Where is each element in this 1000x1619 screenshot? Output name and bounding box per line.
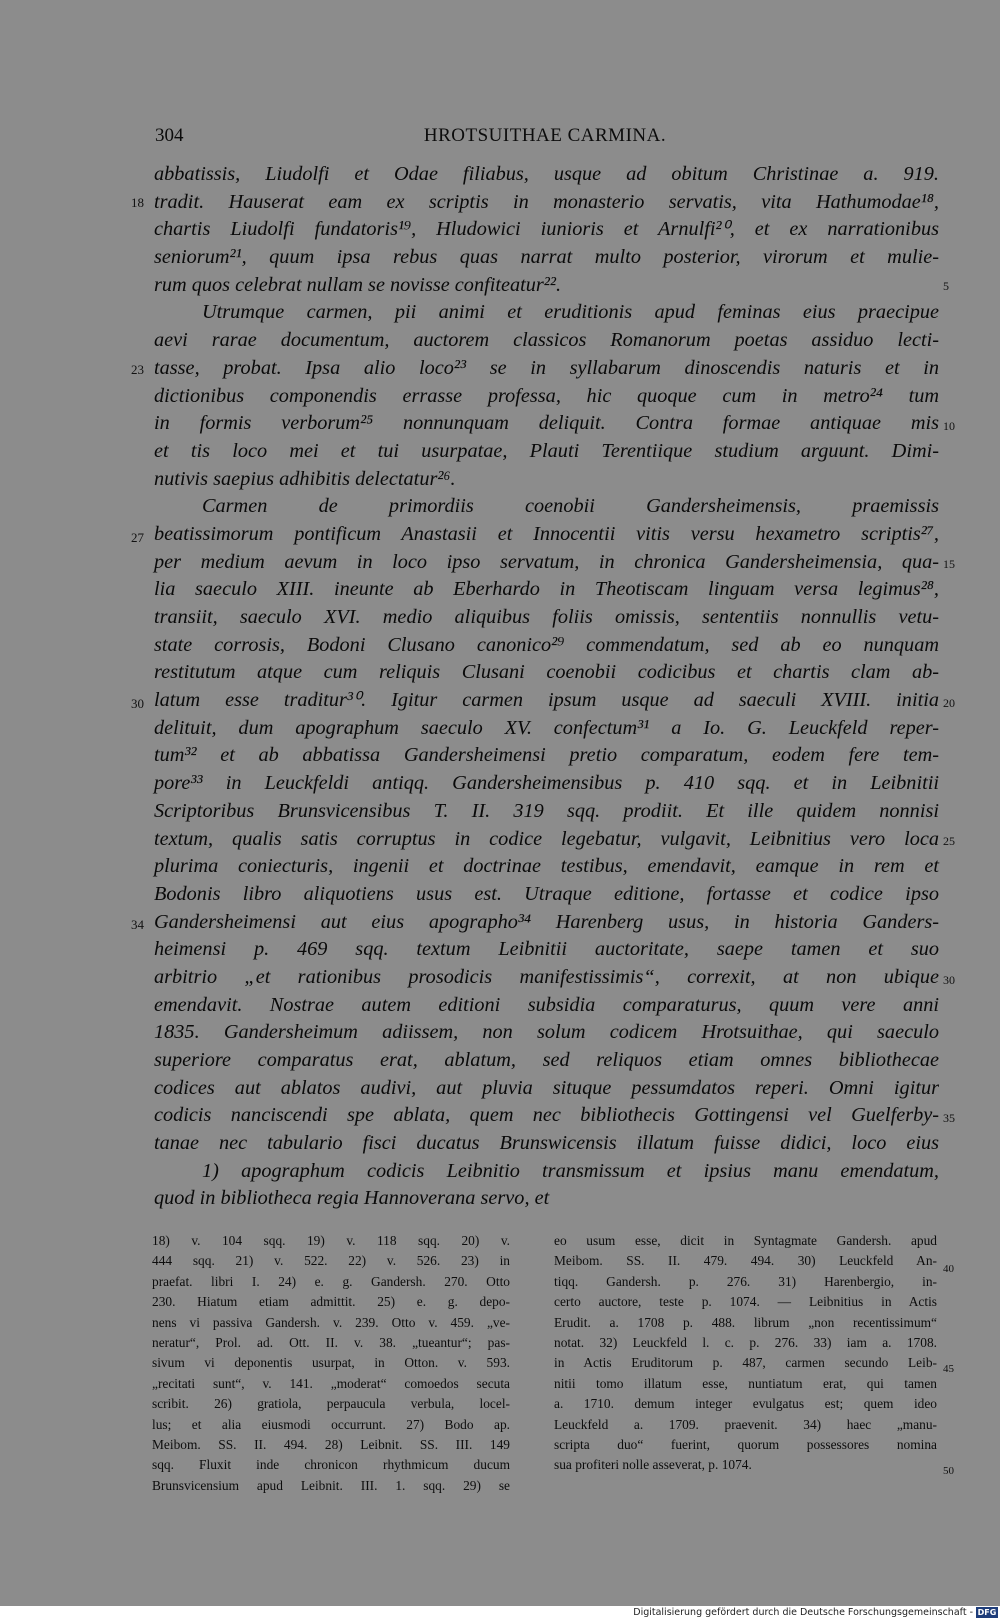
text-line: chartis Liudolfi fundatoris¹⁹, Hludowici iunioris et Arnulfi²⁰, et ex narrationibus [154,218,939,241]
text-line: Scriptoribus Brunsvicensibus T. II. 319 sqq. prodiit. Et ille quidem nonnisi [154,799,939,822]
text-line: plurima coniecturis, ingenii et doctrinae testibus, emendavit, eamque in rem et [154,855,939,878]
text-line: latum esse traditur³⁰. Igitur carmen ipsum usque ad saeculi XVIII. initia [154,689,939,712]
margin-footnote-ref: 23 [131,362,144,377]
text-line: codices aut ablatos audivi, aut pluvia situque pessumdatos reperi. Omni igitur [154,1076,939,1099]
footnote-line: Erudit. a. 1708 p. 488. librum „non recentissimum“ [554,1314,937,1330]
footnotes-left-column [152,1231,510,1496]
text-line: Gandersheimensi aut eius apographo³⁴ Harenberg usus, in historia Ganders- [154,910,939,933]
text-line: seniorum²¹, quum ipsa rebus quas narrat multo posterior, virorum et mulie- [154,246,939,269]
text-line: Carmen de primordiis coenobii Gandersheimensis, praemissis [202,495,939,518]
footnote-line: Brunsvicensium apud Leibnit. III. 1. sqq. 29) se [152,1477,510,1493]
digitization-footer [0,1606,1000,1619]
text-line: pore³³ in Leuckfeldi antiqq. Gandersheimensibus p. 410 sqq. et in Leibnitii [154,772,939,795]
text-line: abbatissis, Liudolfi et Odae filiabus, usque ad obitum Christinae a. 919. [154,163,939,185]
text-line: tanae nec tabulario fisci ducatus Brunswicensis illatum fuisse didici, loco eius [154,1132,939,1155]
footnote-line: 444 sqq. 21) v. 522. 22) v. 526. 23) in [152,1253,510,1269]
footnote-line: sua profiteri nolle asseverat, p. 1074. [554,1457,752,1473]
text-line: aevi rarae documentum, auctorem classicos Romanorum poetas assiduo lecti- [154,329,939,352]
text-line: Bodonis libro aliquotiens usus est. Utraque editione, fortasse et codice ipso [154,882,939,905]
text-line: lia saeculo XIII. ineunte ab Eberhardo in Theotiscam linguam versa legimus²⁸, [154,578,939,601]
text-line: tasse, probat. Ipsa alio loco²³ se in syllabarum dinoscendis naturis et in [154,356,939,379]
footnote-line: 230. Hiatum etiam admittit. 25) e. g. depo- [152,1294,510,1310]
text-line: beatissimorum pontificum Anastasii et Innocentii vitis versu hexametro scriptis²⁷, [154,522,939,545]
footnote-line: 18) v. 104 sqq. 19) v. 118 sqq. 20) v. [152,1233,510,1248]
margin-footnote-ref: 34 [131,917,144,932]
footnote-line: Meibom. SS. II. 494. 28) Leibnit. SS. III. 149 [152,1436,510,1452]
footnote-line: eo usum esse, dicit in Syntagmate Gandersh. apud [554,1233,937,1248]
text-line: codicis nanciscendi spe ablata, quem nec bibliothecis Gottingensi vel Guelferby- [154,1104,939,1127]
footnote-line: nitii tomo illatum esse, nuntiatum erat, qui tamen [554,1375,937,1391]
text-line: quod in bibliotheca regia Hannoverana servo, et [154,1187,550,1210]
footnote-line: notat. 32) Leuckfeld l. c. p. 276. 33) iam a. 1708. [554,1334,937,1350]
footnote-line: tiqq. Gandersh. p. 276. 31) Harenbergio, in- [554,1273,937,1289]
margin-footnote-ref: 27 [131,530,144,545]
footnote-line: scribit. 26) gratiola, perpaucula verbula, locel- [152,1396,510,1412]
notes-line-number: 40 [943,1263,954,1275]
margin-line-number: 15 [943,557,955,571]
text-line: delituit, dum apographum saeculo XV. confectum³¹ a Io. G. Leuckfeld reper- [154,716,939,739]
text-line: rum quos celebrat nullam se novisse confiteatur²². [154,273,562,296]
margin-footnote-ref: 18 [131,195,144,210]
text-line: transiit, saeculo XVI. medio aliquibus foliis omissis, sententiis nonnullis vetu- [154,606,939,628]
text-line: state corrosis, Bodoni Clusano canonico²⁹ commendatum, sed ab eo nunquam [154,633,939,656]
margin-line-number: 30 [943,973,955,987]
margin-line-number: 20 [943,696,955,710]
footnotes-right-column [554,1231,937,1476]
text-line: superiore comparatus erat, ablatum, sed reliquos etiam omnes bibliothecae [154,1049,939,1071]
page-number: 304 [155,125,184,146]
footnote-line: Meibom. SS. II. 479. 494. 30) Leuckfeld An- [554,1253,937,1269]
running-title: HROTSUITHAE CARMINA. [423,125,667,146]
footnote-line: praefat. libri I. 24) e. g. Gandersh. 270. Otto [152,1273,510,1289]
footnote-line: certo auctore, teste p. 1074. — Leibnitius in Actis [554,1294,937,1310]
text-line: 1835. Gandersheimum adiissem, non solum codicem Hrotsuithae, qui saeculo [154,1021,939,1044]
text-line: emendavit. Nostrae autem editioni subsidia comparaturus, quum vere anni [154,993,939,1016]
footnote-line: sqq. Fluxit inde chronicon rhythmicum ducum [152,1457,510,1473]
text-line: arbitrio „et rationibus prosodicis manifestissimis“, correxit, at non ubique [154,965,939,988]
footnote-line: lus; et alia eiusmodi occurrunt. 27) Bodo ap. [152,1416,510,1432]
text-line: tradit. Hauserat eam ex scriptis in monasterio servatis, vita Hathumodae¹⁸, [154,190,939,213]
text-line: textum, qualis satis corruptus in codice legebatur, vulgavit, Leibnitius vero loca [154,827,939,850]
footnote-line: scripta duo“ fuerint, quorum possessores nomina [554,1436,937,1452]
footnote-line: sivum vi deponentis usurpat, in Otton. v. 593. [152,1355,510,1371]
text-line: per medium aevum in loco ipso servatum, in chronica Gandersheimensia, qua- [154,550,939,573]
footnote-line: neratur“, Prol. ad. Ott. II. v. 38. „tueantur“; pas- [152,1334,510,1350]
margin-footnote-ref: 30 [131,696,144,711]
text-line: dictionibus componendis errasse professa, hic quoque cum in metro²⁴ tum [154,384,939,407]
notes-line-number: 45 [943,1363,954,1375]
notes-line-number: 50 [943,1465,954,1477]
footnote-line: a. 1710. demum integer evulgatus est; quem ideo [554,1396,937,1412]
margin-line-number: 35 [943,1111,955,1125]
text-line: Utrumque carmen, pii animi et eruditionis apud feminas eius praecipue [202,301,939,324]
margin-line-number: 5 [943,279,949,293]
footnote-line: Leuckfeld a. 1709. praevenit. 34) haec „manu- [554,1416,937,1432]
text-line: tum³² et ab abbatissa Gandersheimensi pretio comparatum, eodem fere tem- [154,744,939,767]
text-line: nutivis saepius adhibitis delectatur²⁶. [154,467,456,490]
text-line: et tis loco mei et tui usurpatae, Plauti Terentiique studium arguunt. Dimi- [154,439,939,462]
dfg-logo: DFG [977,1608,997,1617]
text-line: 1) apographum codicis Leibnitio transmissum et ipsius manu emendatum, [202,1159,939,1182]
page-header [155,125,935,151]
text-line: heimensi p. 469 sqq. textum Leibnitii auctoritate, saepe tamen et suo [154,938,939,961]
footnote-line: „recitati sunt“, v. 141. „moderat“ comoedos secuta [152,1375,510,1391]
funding-credit: Digitalisierung gefördert durch die Deutsche Forschungsgemeinschaft - [633,1607,973,1618]
footnote-line: nens vi passiva Gandersh. v. 239. Otto v. 459. „ve- [152,1314,510,1330]
text-line: in formis verborum²⁵ nonnunquam deliquit. Contra formae antiquae mis [154,412,939,435]
margin-line-number: 10 [943,419,955,433]
main-text [154,161,939,1213]
footnote-line: in Actis Eruditorum p. 487, carmen secundo Leib- [554,1355,937,1371]
text-line: restitutum atque cum reliquis Clusani coenobii codicibus et chartis clam ab- [154,661,939,684]
margin-line-number: 25 [943,834,955,848]
